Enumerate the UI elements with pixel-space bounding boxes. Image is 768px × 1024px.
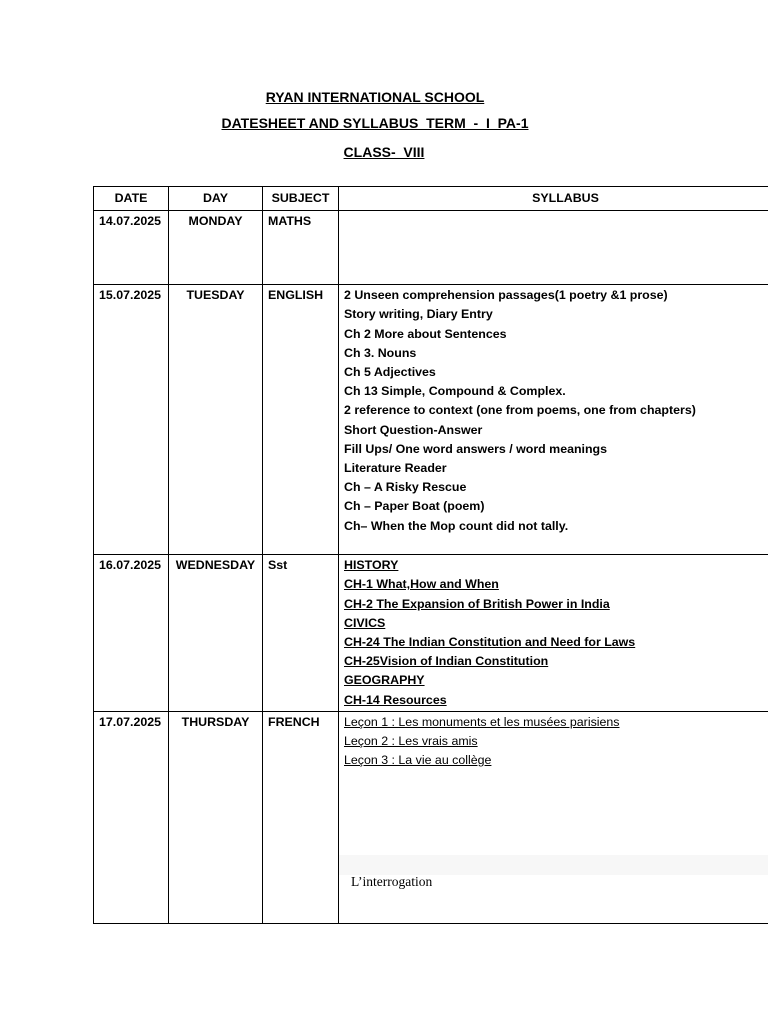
row-subject: Sst xyxy=(263,555,339,712)
syllabus-item: Story writing, Diary Entry xyxy=(344,307,493,322)
row-subject: MATHS xyxy=(263,211,339,285)
syllabus-section-civics: CIVICS xyxy=(344,615,386,630)
table-row xyxy=(94,211,768,285)
row-day: THURSDAY xyxy=(169,711,263,923)
syllabus-item: CH-24 The Indian Constitution and Need for Laws xyxy=(344,635,636,650)
syllabus-section-geography: GEOGRAPHY xyxy=(344,673,425,688)
row-subject: FRENCH xyxy=(263,711,339,923)
syllabus-section-history: HISTORY xyxy=(344,558,399,573)
row-syllabus xyxy=(339,211,768,285)
document-title: DATESHEET AND SYLLABUS TERM - I PA-1 xyxy=(221,115,529,131)
syllabus-item: Ch– When the Mop count did not tally. xyxy=(344,518,569,533)
syllabus-item: Fill Ups/ One word answers / word meanings xyxy=(344,441,608,456)
row-subject: ENGLISH xyxy=(263,285,339,555)
school-name: RYAN INTERNATIONAL SCHOOL xyxy=(265,89,485,105)
column-header-subject: SUBJECT xyxy=(263,187,339,211)
column-header-day: DAY xyxy=(169,187,263,211)
syllabus-item: Literature Reader xyxy=(344,461,447,476)
table-header-row xyxy=(94,187,768,211)
syllabus-item: Ch 5 Adjectives xyxy=(344,365,436,380)
column-header-syllabus: SYLLABUS xyxy=(339,187,768,211)
row-date: 16.07.2025 xyxy=(94,555,169,712)
row-day: WEDNESDAY xyxy=(169,555,263,712)
row-syllabus xyxy=(339,711,768,923)
syllabus-item: CH-14 Resources xyxy=(344,692,447,707)
syllabus-item: CH-2 The Expansion of British Power in India xyxy=(344,596,610,611)
class-label: CLASS- VIII xyxy=(343,144,425,160)
syllabus-item: Leçon 1 : Les monuments et les musées parisiens xyxy=(344,714,620,729)
syllabus-item: 2 Unseen comprehension passages(1 poetry &1 prose) xyxy=(344,288,668,303)
syllabus-item: Leçon 2 : Les vrais amis xyxy=(344,734,478,749)
syllabus-item: 2 reference to context (one from poems, one from chapters) xyxy=(344,403,696,418)
syllabus-item: Ch – Paper Boat (poem) xyxy=(344,499,485,514)
row-date: 14.07.2025 xyxy=(94,211,169,285)
syllabus-item: Short Question-Answer xyxy=(344,422,483,437)
row-date: 17.07.2025 xyxy=(94,711,169,923)
syllabus-item: Ch 2 More about Sentences xyxy=(344,326,507,341)
syllabus-item: Ch 13 Simple, Compound & Complex. xyxy=(344,384,566,399)
table-row xyxy=(94,555,768,712)
row-syllabus xyxy=(339,555,768,712)
table-row xyxy=(94,285,768,555)
column-header-date: DATE xyxy=(94,187,169,211)
syllabus-item: CH-25Vision of Indian Constitution xyxy=(344,654,549,669)
datesheet-table xyxy=(93,186,768,924)
syllabus-item: Ch – A Risky Rescue xyxy=(344,480,467,495)
syllabus-item: CH-1 What,How and When xyxy=(344,577,499,592)
syllabus-item: Ch 3. Nouns xyxy=(344,345,417,360)
table-row xyxy=(94,711,768,923)
row-syllabus xyxy=(339,285,768,555)
syllabus-note: L’interrogation xyxy=(351,873,433,889)
row-day: MONDAY xyxy=(169,211,263,285)
row-date: 15.07.2025 xyxy=(94,285,169,555)
syllabus-item: Leçon 3 : La vie au collège xyxy=(344,753,492,768)
row-day: TUESDAY xyxy=(169,285,263,555)
